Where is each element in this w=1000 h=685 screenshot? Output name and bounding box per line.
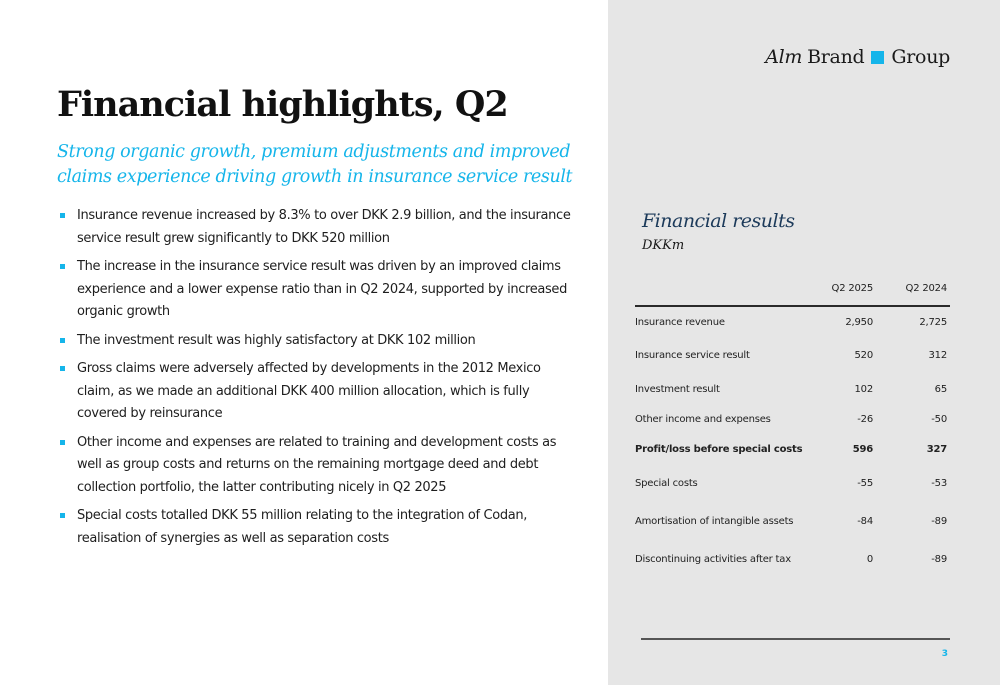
row-value-q2-2024: 2,725 [919, 317, 947, 328]
highlight-text: Gross claims were adversely affected by developments in the 2012 Mexico claim, as we made an additional DKK 400 million allocation, which is fully covered by reinsurance [77, 361, 541, 421]
highlight-text: Insurance revenue increased by 8.3% to over DKK 2.9 billion, and the insurance service result grew significantly to DKK 520 million [77, 208, 571, 246]
bullet-icon [60, 440, 65, 445]
results-panel [608, 0, 1000, 685]
company-logo [765, 46, 950, 68]
page-title: Financial highlights, Q2 [57, 84, 508, 125]
table-row [635, 478, 948, 494]
logo-square-icon [871, 51, 884, 64]
row-value-q2-2025: 102 [854, 384, 873, 395]
table-row [635, 317, 948, 333]
page-number: 3 [941, 649, 948, 659]
row-value-q2-2024: -89 [931, 554, 947, 565]
row-label: Other income and expenses [635, 414, 771, 425]
row-value-q2-2025: 520 [854, 350, 873, 361]
table-row [635, 350, 948, 366]
table-row-subtotal [635, 444, 948, 460]
row-value-q2-2025: 0 [866, 554, 873, 565]
highlight-item [58, 505, 573, 550]
row-label: Insurance revenue [635, 317, 725, 328]
highlight-item [58, 432, 573, 500]
highlight-text: The increase in the insurance service result was driven by an improved claims experience and a lower expense ratio than in Q2 2024, supported by increased organic growth [77, 259, 567, 319]
highlight-item [58, 330, 573, 353]
highlight-text: Other income and expenses are related to training and development costs as well as group costs and returns on the remaining mortgage deed and debt collection portfolio, the latter contributing nicely in Q2 2025 [77, 434, 557, 495]
table-row [635, 554, 948, 570]
row-value-q2-2024: 327 [926, 444, 947, 455]
row-label: Investment result [635, 384, 720, 395]
row-value-q2-2025: 2,950 [845, 317, 873, 328]
column-header-q2-2025: Q2 2025 [831, 283, 873, 294]
row-value-q2-2024: -50 [931, 414, 947, 425]
bullet-icon [60, 264, 65, 269]
page-subtitle: Strong organic growth, premium adjustments and improved claims experience driving growth in insurance service result [57, 142, 573, 187]
row-value-q2-2024: -89 [931, 516, 947, 527]
bullet-icon [60, 213, 65, 218]
financial-results-unit: DKKm [642, 238, 685, 253]
highlight-item [58, 205, 573, 250]
row-label: Discontinuing activities after tax [635, 554, 791, 565]
row-value-q2-2024: 65 [934, 384, 947, 395]
highlight-item [58, 256, 573, 324]
highlight-item [58, 358, 573, 426]
bullet-icon [60, 338, 65, 343]
table-row [635, 414, 948, 430]
row-label: Amortisation of intangible assets [635, 516, 794, 527]
bullet-icon [60, 366, 65, 371]
table-header-divider [635, 305, 950, 307]
row-value-q2-2024: 312 [928, 350, 947, 361]
row-value-q2-2025: -26 [857, 414, 873, 425]
financial-results-title: Financial results [642, 210, 795, 232]
logo-text-group: Group [891, 46, 950, 68]
row-value-q2-2025: -55 [857, 478, 873, 489]
highlight-text: Special costs totalled DKK 55 million relating to the integration of Codan, realisation of synergies as well as separation costs [77, 508, 528, 546]
highlight-text: The investment result was highly satisfactory at DKK 102 million [77, 332, 476, 348]
logo-text-brand: Brand [807, 46, 865, 68]
row-label: Special costs [635, 478, 698, 489]
logo-text-alm: Alm [765, 46, 803, 68]
row-label: Profit/loss before special costs [635, 444, 803, 455]
footer-divider [641, 638, 950, 640]
table-row [635, 516, 948, 532]
row-value-q2-2024: -53 [931, 478, 947, 489]
highlights-list [58, 205, 573, 556]
bullet-icon [60, 513, 65, 518]
row-label: Insurance service result [635, 350, 750, 361]
row-value-q2-2025: 596 [852, 444, 873, 455]
table-row [635, 384, 948, 400]
row-value-q2-2025: -84 [857, 516, 873, 527]
column-header-q2-2024: Q2 2024 [905, 283, 947, 294]
